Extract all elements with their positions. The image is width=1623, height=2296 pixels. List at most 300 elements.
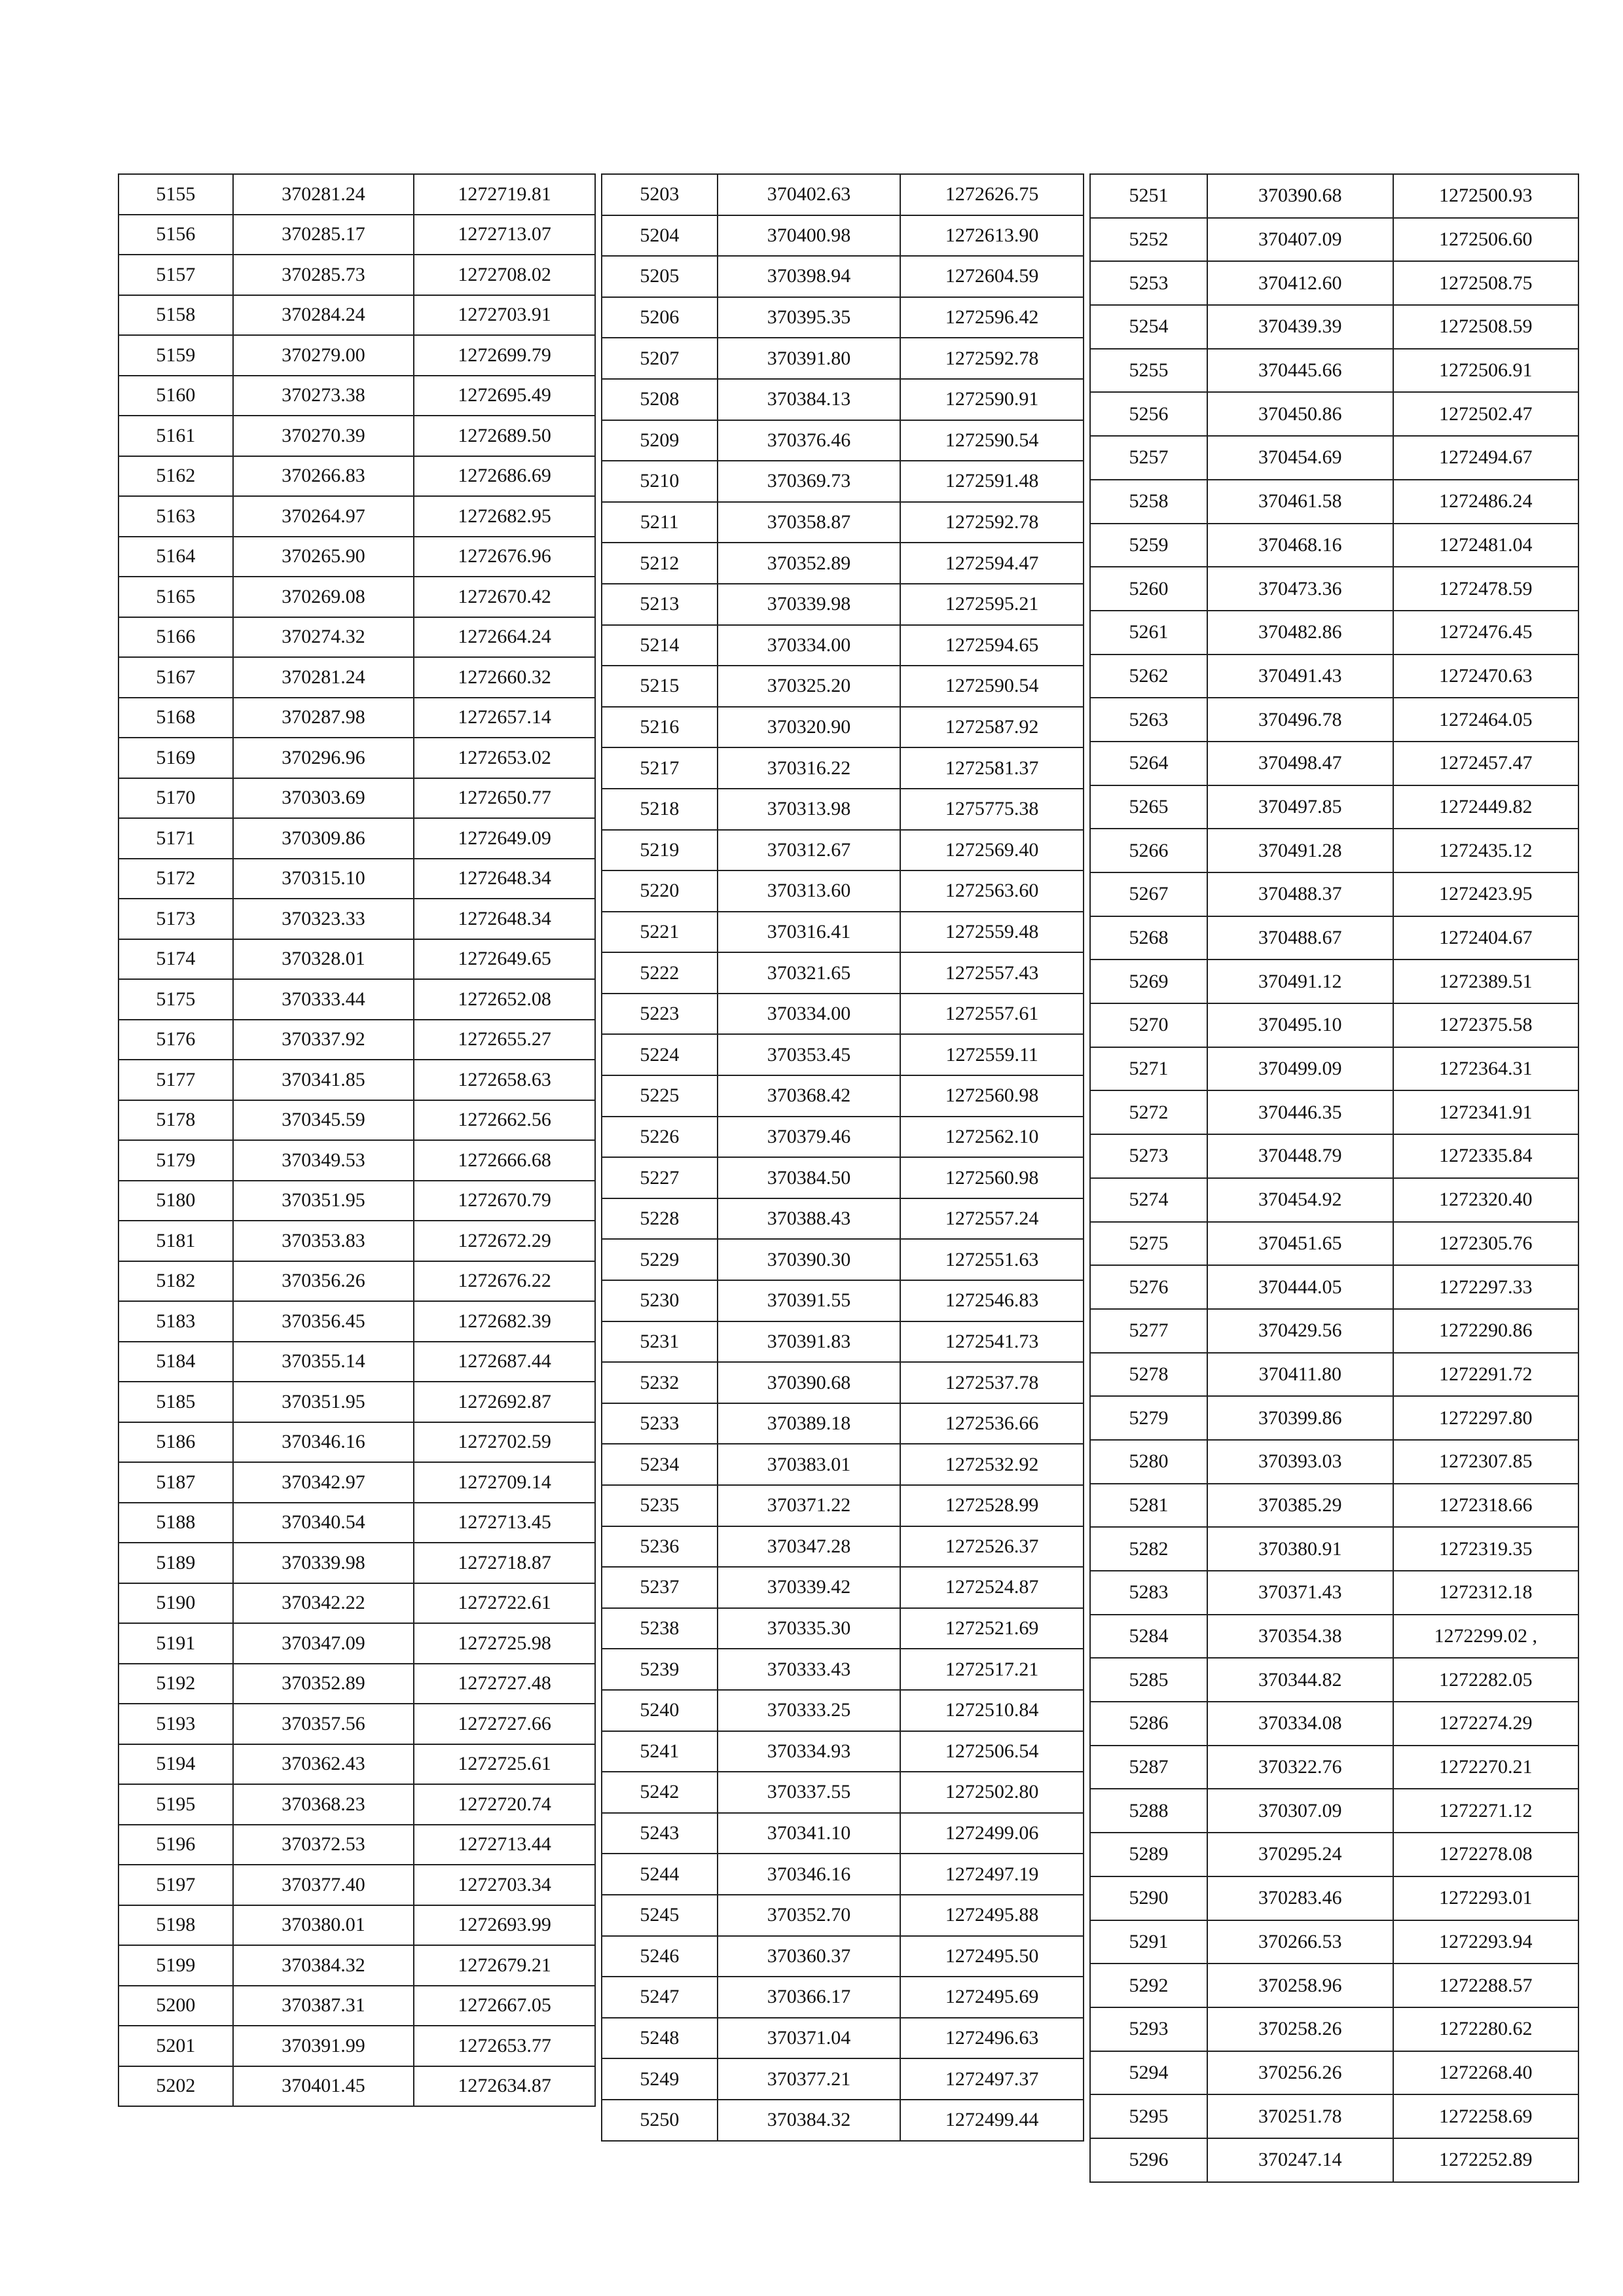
table-row	[119, 416, 595, 456]
point-id-cell: 5296	[1090, 2138, 1207, 2182]
point-id-cell: 5185	[119, 1382, 233, 1422]
x-coordinate-cell: 370384.32	[718, 2100, 901, 2141]
x-coordinate-cell: 370333.43	[718, 1649, 901, 1690]
table-row	[119, 456, 595, 497]
table-row	[119, 496, 595, 537]
point-id-cell: 5203	[602, 174, 718, 215]
table-row	[602, 215, 1084, 257]
x-coordinate-cell: 370353.45	[718, 1034, 901, 1075]
y-coordinate-cell: 1272319.35	[1393, 1527, 1579, 1571]
x-coordinate-cell: 370444.05	[1207, 1265, 1393, 1309]
point-id-cell: 5186	[119, 1422, 233, 1463]
y-coordinate-cell: 1272560.98	[900, 1157, 1084, 1198]
point-id-cell: 5156	[119, 215, 233, 255]
point-id-cell: 5171	[119, 818, 233, 859]
x-coordinate-cell: 370313.60	[718, 870, 901, 912]
point-id-cell: 5266	[1090, 829, 1207, 872]
y-coordinate-cell: 1272693.99	[414, 1905, 595, 1946]
point-id-cell: 5166	[119, 617, 233, 658]
table-row	[602, 1485, 1084, 1526]
x-coordinate-cell: 370266.83	[233, 456, 414, 497]
x-coordinate-cell: 370384.50	[718, 1157, 901, 1198]
table-row	[1090, 1047, 1578, 1091]
point-id-cell: 5161	[119, 416, 233, 456]
x-coordinate-cell: 370334.08	[1207, 1702, 1393, 1746]
point-id-cell: 5276	[1090, 1265, 1207, 1309]
point-id-cell: 5289	[1090, 1833, 1207, 1876]
x-coordinate-cell: 370315.10	[233, 859, 414, 899]
table-row	[1090, 1309, 1578, 1353]
point-id-cell: 5182	[119, 1261, 233, 1302]
x-coordinate-cell: 370454.92	[1207, 1178, 1393, 1222]
point-id-cell: 5181	[119, 1221, 233, 1261]
y-coordinate-cell: 1272652.08	[414, 979, 595, 1020]
point-id-cell: 5197	[119, 1865, 233, 1905]
x-coordinate-cell: 370296.96	[233, 738, 414, 778]
table-row	[1090, 218, 1578, 262]
x-coordinate-cell: 370399.86	[1207, 1396, 1393, 1440]
point-id-cell: 5250	[602, 2100, 718, 2141]
point-id-cell: 5291	[1090, 1920, 1207, 1964]
table-row	[119, 2026, 595, 2066]
y-coordinate-cell: 1272581.37	[900, 747, 1084, 789]
y-coordinate-cell: 1272464.05	[1393, 698, 1579, 742]
y-coordinate-cell: 1272494.67	[1393, 436, 1579, 480]
y-coordinate-cell: 1272592.78	[900, 502, 1084, 543]
x-coordinate-cell: 370312.67	[718, 830, 901, 871]
x-coordinate-cell: 370287.98	[233, 698, 414, 738]
x-coordinate-cell: 370368.42	[718, 1075, 901, 1117]
y-coordinate-cell: 1272626.75	[900, 174, 1084, 215]
table-row	[1090, 698, 1578, 742]
x-coordinate-cell: 370320.90	[718, 707, 901, 748]
point-id-cell: 5180	[119, 1181, 233, 1221]
x-coordinate-cell: 370371.43	[1207, 1571, 1393, 1615]
y-coordinate-cell: 1272282.05	[1393, 1658, 1579, 1702]
table-row	[1090, 436, 1578, 480]
table-row	[119, 859, 595, 899]
x-coordinate-cell: 370346.16	[718, 1854, 901, 1895]
table-row	[1090, 1003, 1578, 1047]
x-coordinate-cell: 370266.53	[1207, 1920, 1393, 1964]
coordinate-table-right	[1089, 173, 1579, 2183]
y-coordinate-cell: 1272502.47	[1393, 392, 1579, 436]
point-id-cell: 5242	[602, 1772, 718, 1813]
table-row	[119, 1825, 595, 1865]
y-coordinate-cell: 1272528.99	[900, 1485, 1084, 1526]
y-coordinate-cell: 1272692.87	[414, 1382, 595, 1422]
y-coordinate-cell: 1272389.51	[1393, 960, 1579, 1003]
point-id-cell: 5162	[119, 456, 233, 497]
point-id-cell: 5189	[119, 1543, 233, 1583]
x-coordinate-cell: 370313.98	[718, 789, 901, 830]
table-row	[602, 625, 1084, 666]
point-id-cell: 5240	[602, 1690, 718, 1731]
table-row	[1090, 1440, 1578, 1484]
table-row	[119, 255, 595, 295]
point-id-cell: 5215	[602, 666, 718, 707]
point-id-cell: 5243	[602, 1813, 718, 1854]
x-coordinate-cell: 370491.28	[1207, 829, 1393, 872]
x-coordinate-cell: 370323.33	[233, 899, 414, 939]
y-coordinate-cell: 1272703.91	[414, 295, 595, 336]
point-id-cell: 5252	[1090, 218, 1207, 262]
x-coordinate-cell: 370376.46	[718, 420, 901, 461]
x-coordinate-cell: 370473.36	[1207, 567, 1393, 611]
table-row	[602, 1813, 1084, 1854]
table-row	[1090, 392, 1578, 436]
point-id-cell: 5202	[119, 2066, 233, 2107]
table-row	[1090, 1746, 1578, 1789]
y-coordinate-cell: 1272404.67	[1393, 916, 1579, 960]
x-coordinate-cell: 370402.63	[718, 174, 901, 215]
point-id-cell: 5282	[1090, 1527, 1207, 1571]
x-coordinate-cell: 370247.14	[1207, 2138, 1393, 2182]
point-id-cell: 5176	[119, 1020, 233, 1060]
y-coordinate-cell: 1272470.63	[1393, 655, 1579, 698]
x-coordinate-cell: 370333.44	[233, 979, 414, 1020]
table-row	[602, 1075, 1084, 1117]
y-coordinate-cell: 1272703.34	[414, 1865, 595, 1905]
point-id-cell: 5160	[119, 376, 233, 416]
point-id-cell: 5167	[119, 657, 233, 698]
point-id-cell: 5208	[602, 379, 718, 420]
table-row	[1090, 1658, 1578, 1702]
point-id-cell: 5268	[1090, 916, 1207, 960]
table-row	[1090, 1527, 1578, 1571]
table-row	[1090, 1702, 1578, 1746]
table-row	[119, 1543, 595, 1583]
y-coordinate-cell: 1272727.48	[414, 1664, 595, 1704]
x-coordinate-cell: 370488.37	[1207, 872, 1393, 916]
table-row	[602, 502, 1084, 543]
y-coordinate-cell: 1272270.21	[1393, 1746, 1579, 1789]
table-row	[1090, 1178, 1578, 1222]
table-row	[1090, 1090, 1578, 1134]
x-coordinate-cell: 370339.42	[718, 1567, 901, 1608]
x-coordinate-cell: 370342.22	[233, 1583, 414, 1624]
point-id-cell: 5205	[602, 256, 718, 297]
table-row	[1090, 829, 1578, 872]
y-coordinate-cell: 1272496.63	[900, 2018, 1084, 2059]
x-coordinate-cell: 370355.14	[233, 1342, 414, 1382]
point-id-cell: 5273	[1090, 1134, 1207, 1178]
table-row	[602, 1977, 1084, 2018]
table-row	[1090, 174, 1578, 218]
table-row	[602, 338, 1084, 379]
y-coordinate-cell: 1272590.91	[900, 379, 1084, 420]
point-id-cell: 5280	[1090, 1440, 1207, 1484]
table-row	[602, 1731, 1084, 1772]
y-coordinate-cell: 1272305.76	[1393, 1222, 1579, 1266]
y-coordinate-cell: 1272551.63	[900, 1239, 1084, 1280]
y-coordinate-cell: 1272670.42	[414, 577, 595, 617]
y-coordinate-cell: 1272312.18	[1393, 1571, 1579, 1615]
y-coordinate-cell: 1272719.81	[414, 174, 595, 215]
table-row	[119, 1301, 595, 1342]
x-coordinate-cell: 370281.24	[233, 174, 414, 215]
y-coordinate-cell: 1272563.60	[900, 870, 1084, 912]
x-coordinate-cell: 370352.70	[718, 1895, 901, 1936]
y-coordinate-cell: 1272687.44	[414, 1342, 595, 1382]
table-row	[1090, 916, 1578, 960]
y-coordinate-cell: 1272727.66	[414, 1704, 595, 1744]
y-coordinate-cell: 1272293.94	[1393, 1920, 1579, 1964]
x-coordinate-cell: 370357.56	[233, 1704, 414, 1744]
point-id-cell: 5191	[119, 1623, 233, 1664]
point-id-cell: 5267	[1090, 872, 1207, 916]
point-id-cell: 5217	[602, 747, 718, 789]
table-row	[1090, 872, 1578, 916]
x-coordinate-cell: 370334.00	[718, 625, 901, 666]
x-coordinate-cell: 370258.26	[1207, 2007, 1393, 2051]
y-coordinate-cell: 1272682.39	[414, 1301, 595, 1342]
y-coordinate-cell: 1272280.62	[1393, 2007, 1579, 2051]
table-row	[602, 297, 1084, 338]
table-row	[119, 1623, 595, 1664]
point-id-cell: 5277	[1090, 1309, 1207, 1353]
table-row	[602, 1690, 1084, 1731]
y-coordinate-cell: 1272667.05	[414, 1986, 595, 2026]
y-coordinate-cell: 1272559.11	[900, 1034, 1084, 1075]
x-coordinate-cell: 370341.85	[233, 1060, 414, 1100]
point-id-cell: 5222	[602, 952, 718, 994]
table-row	[119, 1704, 595, 1744]
y-coordinate-cell: 1272506.91	[1393, 349, 1579, 393]
table-row	[602, 1403, 1084, 1444]
table-row	[119, 899, 595, 939]
y-coordinate-cell: 1272291.72	[1393, 1353, 1579, 1397]
table-row	[1090, 1920, 1578, 1964]
x-coordinate-cell: 370333.25	[718, 1690, 901, 1731]
x-coordinate-cell: 370497.85	[1207, 785, 1393, 829]
table-row	[602, 1772, 1084, 1813]
y-coordinate-cell: 1272590.54	[900, 666, 1084, 707]
point-id-cell: 5287	[1090, 1746, 1207, 1789]
point-id-cell: 5262	[1090, 655, 1207, 698]
table-row	[602, 1444, 1084, 1485]
point-id-cell: 5263	[1090, 698, 1207, 742]
x-coordinate-cell: 370482.86	[1207, 611, 1393, 655]
y-coordinate-cell: 1272648.34	[414, 899, 595, 939]
x-coordinate-cell: 370491.12	[1207, 960, 1393, 1003]
table-row	[1090, 1876, 1578, 1920]
y-coordinate-cell: 1272725.61	[414, 1744, 595, 1785]
x-coordinate-cell: 370360.37	[718, 1936, 901, 1977]
x-coordinate-cell: 370356.45	[233, 1301, 414, 1342]
x-coordinate-cell: 370401.45	[233, 2066, 414, 2107]
y-coordinate-cell: 1272718.87	[414, 1543, 595, 1583]
x-coordinate-cell: 370346.16	[233, 1422, 414, 1463]
y-coordinate-cell: 1272526.37	[900, 1526, 1084, 1568]
x-coordinate-cell: 370251.78	[1207, 2094, 1393, 2138]
y-coordinate-cell: 1272653.02	[414, 738, 595, 778]
x-coordinate-cell: 370369.73	[718, 461, 901, 502]
x-coordinate-cell: 370393.03	[1207, 1440, 1393, 1484]
table-row	[602, 1239, 1084, 1280]
table-row	[1090, 349, 1578, 393]
point-id-cell: 5293	[1090, 2007, 1207, 2051]
x-coordinate-cell: 370337.55	[718, 1772, 901, 1813]
table-row	[119, 1503, 595, 1543]
table-row	[1090, 960, 1578, 1003]
y-coordinate-cell: 1272722.61	[414, 1583, 595, 1624]
table-row	[602, 1321, 1084, 1363]
table-row	[602, 707, 1084, 748]
point-id-cell: 5212	[602, 543, 718, 584]
table-row	[119, 174, 595, 215]
table-row	[119, 1221, 595, 1261]
y-coordinate-cell: 1272497.37	[900, 2058, 1084, 2100]
table-row	[119, 577, 595, 617]
table-row	[602, 2058, 1084, 2100]
x-coordinate-cell: 370366.17	[718, 1977, 901, 2018]
table-row	[1090, 2094, 1578, 2138]
table-row	[602, 1198, 1084, 1240]
point-id-cell: 5159	[119, 335, 233, 376]
point-id-cell: 5284	[1090, 1615, 1207, 1659]
y-coordinate-cell: 1272655.27	[414, 1020, 595, 1060]
point-id-cell: 5234	[602, 1444, 718, 1485]
x-coordinate-cell: 370390.30	[718, 1239, 901, 1280]
point-id-cell: 5174	[119, 939, 233, 980]
point-id-cell: 5193	[119, 1704, 233, 1744]
y-coordinate-cell: 1272497.19	[900, 1854, 1084, 1895]
x-coordinate-cell: 370387.31	[233, 1986, 414, 2026]
point-id-cell: 5200	[119, 1986, 233, 2026]
y-coordinate-cell: 1272435.12	[1393, 829, 1579, 872]
x-coordinate-cell: 370388.43	[718, 1198, 901, 1240]
y-coordinate-cell: 1272364.31	[1393, 1047, 1579, 1091]
x-coordinate-cell: 370448.79	[1207, 1134, 1393, 1178]
y-coordinate-cell: 1272521.69	[900, 1608, 1084, 1649]
y-coordinate-cell: 1272495.88	[900, 1895, 1084, 1936]
point-id-cell: 5158	[119, 295, 233, 336]
point-id-cell: 5269	[1090, 960, 1207, 1003]
y-coordinate-cell: 1272670.79	[414, 1181, 595, 1221]
table-row	[119, 335, 595, 376]
y-coordinate-cell: 1272495.69	[900, 1977, 1084, 2018]
point-id-cell: 5230	[602, 1280, 718, 1321]
y-coordinate-cell: 1272320.40	[1393, 1178, 1579, 1222]
y-coordinate-cell: 1272341.91	[1393, 1090, 1579, 1134]
y-coordinate-cell: 1272546.83	[900, 1280, 1084, 1321]
point-id-cell: 5236	[602, 1526, 718, 1568]
y-coordinate-cell: 1272449.82	[1393, 785, 1579, 829]
x-coordinate-cell: 370281.24	[233, 657, 414, 698]
x-coordinate-cell: 370352.89	[233, 1664, 414, 1704]
y-coordinate-cell: 1272559.48	[900, 912, 1084, 953]
table-row	[1090, 305, 1578, 349]
x-coordinate-cell: 370384.13	[718, 379, 901, 420]
table-row	[602, 1567, 1084, 1608]
y-coordinate-cell: 1272307.85	[1393, 1440, 1579, 1484]
x-coordinate-cell: 370429.56	[1207, 1309, 1393, 1353]
y-coordinate-cell: 1272532.92	[900, 1444, 1084, 1485]
y-coordinate-cell: 1272595.21	[900, 584, 1084, 625]
table-row	[119, 1382, 595, 1422]
point-id-cell: 5187	[119, 1462, 233, 1503]
point-id-cell: 5270	[1090, 1003, 1207, 1047]
point-id-cell: 5216	[602, 707, 718, 748]
y-coordinate-cell: 1272657.14	[414, 698, 595, 738]
x-coordinate-cell: 370342.97	[233, 1462, 414, 1503]
x-coordinate-cell: 370391.80	[718, 338, 901, 379]
x-coordinate-cell: 370379.46	[718, 1117, 901, 1158]
table-row	[602, 666, 1084, 707]
point-id-cell: 5275	[1090, 1222, 1207, 1266]
point-id-cell: 5231	[602, 1321, 718, 1363]
table-row	[602, 1117, 1084, 1158]
table-row	[602, 1936, 1084, 1977]
y-coordinate-cell: 1272486.24	[1393, 480, 1579, 524]
y-coordinate-cell: 1272557.43	[900, 952, 1084, 994]
table-row	[1090, 1396, 1578, 1440]
point-id-cell: 5210	[602, 461, 718, 502]
point-id-cell: 5286	[1090, 1702, 1207, 1746]
table-row	[119, 1060, 595, 1100]
y-coordinate-cell: 1272662.56	[414, 1100, 595, 1141]
y-coordinate-cell: 1272495.50	[900, 1936, 1084, 1977]
point-id-cell: 5220	[602, 870, 718, 912]
x-coordinate-cell: 370383.01	[718, 1444, 901, 1485]
x-coordinate-cell: 370445.66	[1207, 349, 1393, 393]
y-coordinate-cell: 1272709.14	[414, 1462, 595, 1503]
table-row	[602, 1362, 1084, 1403]
y-coordinate-cell: 1272318.66	[1393, 1484, 1579, 1528]
y-coordinate-cell: 1272594.65	[900, 625, 1084, 666]
point-id-cell: 5157	[119, 255, 233, 295]
table-row	[1090, 2051, 1578, 2095]
x-coordinate-cell: 370274.32	[233, 617, 414, 658]
point-id-cell: 5237	[602, 1567, 718, 1608]
point-id-cell: 5223	[602, 994, 718, 1035]
table-row	[602, 379, 1084, 420]
y-coordinate-cell: 1272562.10	[900, 1117, 1084, 1158]
table-row	[119, 1905, 595, 1946]
y-coordinate-cell: 1272537.78	[900, 1362, 1084, 1403]
x-coordinate-cell: 370347.28	[718, 1526, 901, 1568]
y-coordinate-cell: 1272481.04	[1393, 524, 1579, 567]
point-id-cell: 5274	[1090, 1178, 1207, 1222]
x-coordinate-cell: 370488.67	[1207, 916, 1393, 960]
point-id-cell: 5169	[119, 738, 233, 778]
point-id-cell: 5214	[602, 625, 718, 666]
x-coordinate-cell: 370273.38	[233, 376, 414, 416]
table-row	[119, 979, 595, 1020]
y-coordinate-cell: 1272569.40	[900, 830, 1084, 871]
point-id-cell: 5259	[1090, 524, 1207, 567]
x-coordinate-cell: 370352.89	[718, 543, 901, 584]
x-coordinate-cell: 370495.10	[1207, 1003, 1393, 1047]
point-id-cell: 5175	[119, 979, 233, 1020]
table-row	[119, 1784, 595, 1825]
point-id-cell: 5278	[1090, 1353, 1207, 1397]
point-id-cell: 5168	[119, 698, 233, 738]
y-coordinate-cell: 1272268.40	[1393, 2051, 1579, 2095]
y-coordinate-cell: 1272500.93	[1393, 174, 1579, 218]
x-coordinate-cell: 370371.22	[718, 1485, 901, 1526]
table-row	[602, 584, 1084, 625]
y-coordinate-cell: 1272672.29	[414, 1221, 595, 1261]
x-coordinate-cell: 370390.68	[1207, 174, 1393, 218]
x-coordinate-cell: 370391.83	[718, 1321, 901, 1363]
point-id-cell: 5256	[1090, 392, 1207, 436]
y-coordinate-cell: 1272689.50	[414, 416, 595, 456]
y-coordinate-cell: 1272506.60	[1393, 218, 1579, 262]
x-coordinate-cell: 370439.39	[1207, 305, 1393, 349]
point-id-cell: 5283	[1090, 1571, 1207, 1615]
